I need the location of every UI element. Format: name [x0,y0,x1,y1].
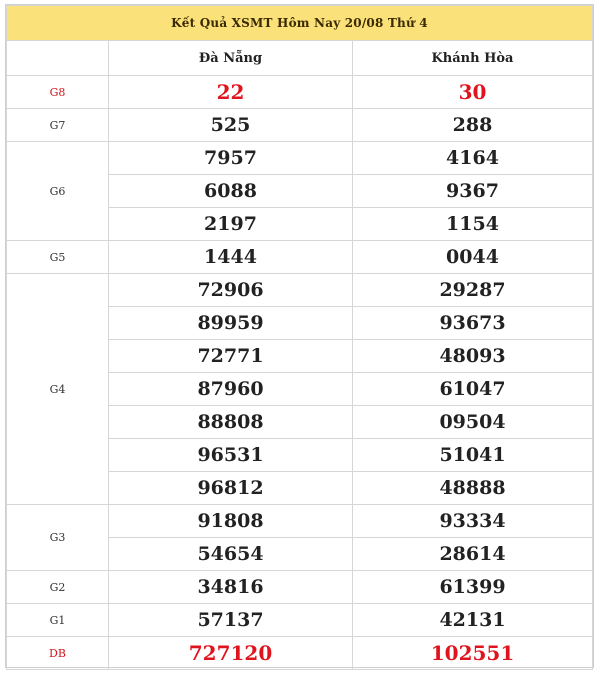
result-number: 09504 [353,406,593,439]
result-number: 88808 [109,406,353,439]
table-row [7,142,593,175]
table-row [7,241,593,274]
table-row [7,109,593,142]
prize-label-g7: G7 [7,109,109,142]
result-number: 96531 [109,439,353,472]
result-number: 72906 [109,274,353,307]
table-row [7,571,593,604]
prize-column-header [7,41,109,76]
table-row [7,274,593,307]
results-table [6,5,593,670]
prize-label-g3: G3 [7,505,109,571]
prize-label-g6: G6 [7,142,109,241]
prize-label-g5: G5 [7,241,109,274]
result-number: 93334 [353,505,593,538]
table-row [7,76,593,109]
table-row [7,604,593,637]
result-number: 72771 [109,340,353,373]
result-number: 22 [109,76,353,109]
result-number: 96812 [109,472,353,505]
result-number: 4164 [353,142,593,175]
prize-label-db: DB [7,637,109,670]
results-panel [5,4,594,668]
results-body [7,76,593,670]
result-number: 28614 [353,538,593,571]
result-number: 288 [353,109,593,142]
result-number: 2197 [109,208,353,241]
result-number: 61399 [353,571,593,604]
result-number: 30 [353,76,593,109]
result-number: 102551 [353,637,593,670]
result-number: 89959 [109,307,353,340]
result-number: 61047 [353,373,593,406]
result-number: 0044 [353,241,593,274]
result-number: 7957 [109,142,353,175]
table-title: Kết Quả XSMT Hôm Nay 20/08 Thứ 4 [7,6,593,41]
result-number: 727120 [109,637,353,670]
result-number: 93673 [353,307,593,340]
prize-label-g4: G4 [7,274,109,505]
result-number: 87960 [109,373,353,406]
result-number: 48093 [353,340,593,373]
province-header-da-nang: Đà Nẵng [109,41,353,76]
table-row [7,505,593,538]
result-number: 1154 [353,208,593,241]
prize-label-g8: G8 [7,76,109,109]
result-number: 48888 [353,472,593,505]
result-number: 525 [109,109,353,142]
prize-label-g1: G1 [7,604,109,637]
result-number: 34816 [109,571,353,604]
province-header-khanh-hoa: Khánh Hòa [353,41,593,76]
result-number: 91808 [109,505,353,538]
prize-label-g2: G2 [7,571,109,604]
result-number: 1444 [109,241,353,274]
result-number: 29287 [353,274,593,307]
result-number: 6088 [109,175,353,208]
result-number: 51041 [353,439,593,472]
table-row [7,637,593,670]
result-number: 9367 [353,175,593,208]
result-number: 54654 [109,538,353,571]
result-number: 57137 [109,604,353,637]
result-number: 42131 [353,604,593,637]
